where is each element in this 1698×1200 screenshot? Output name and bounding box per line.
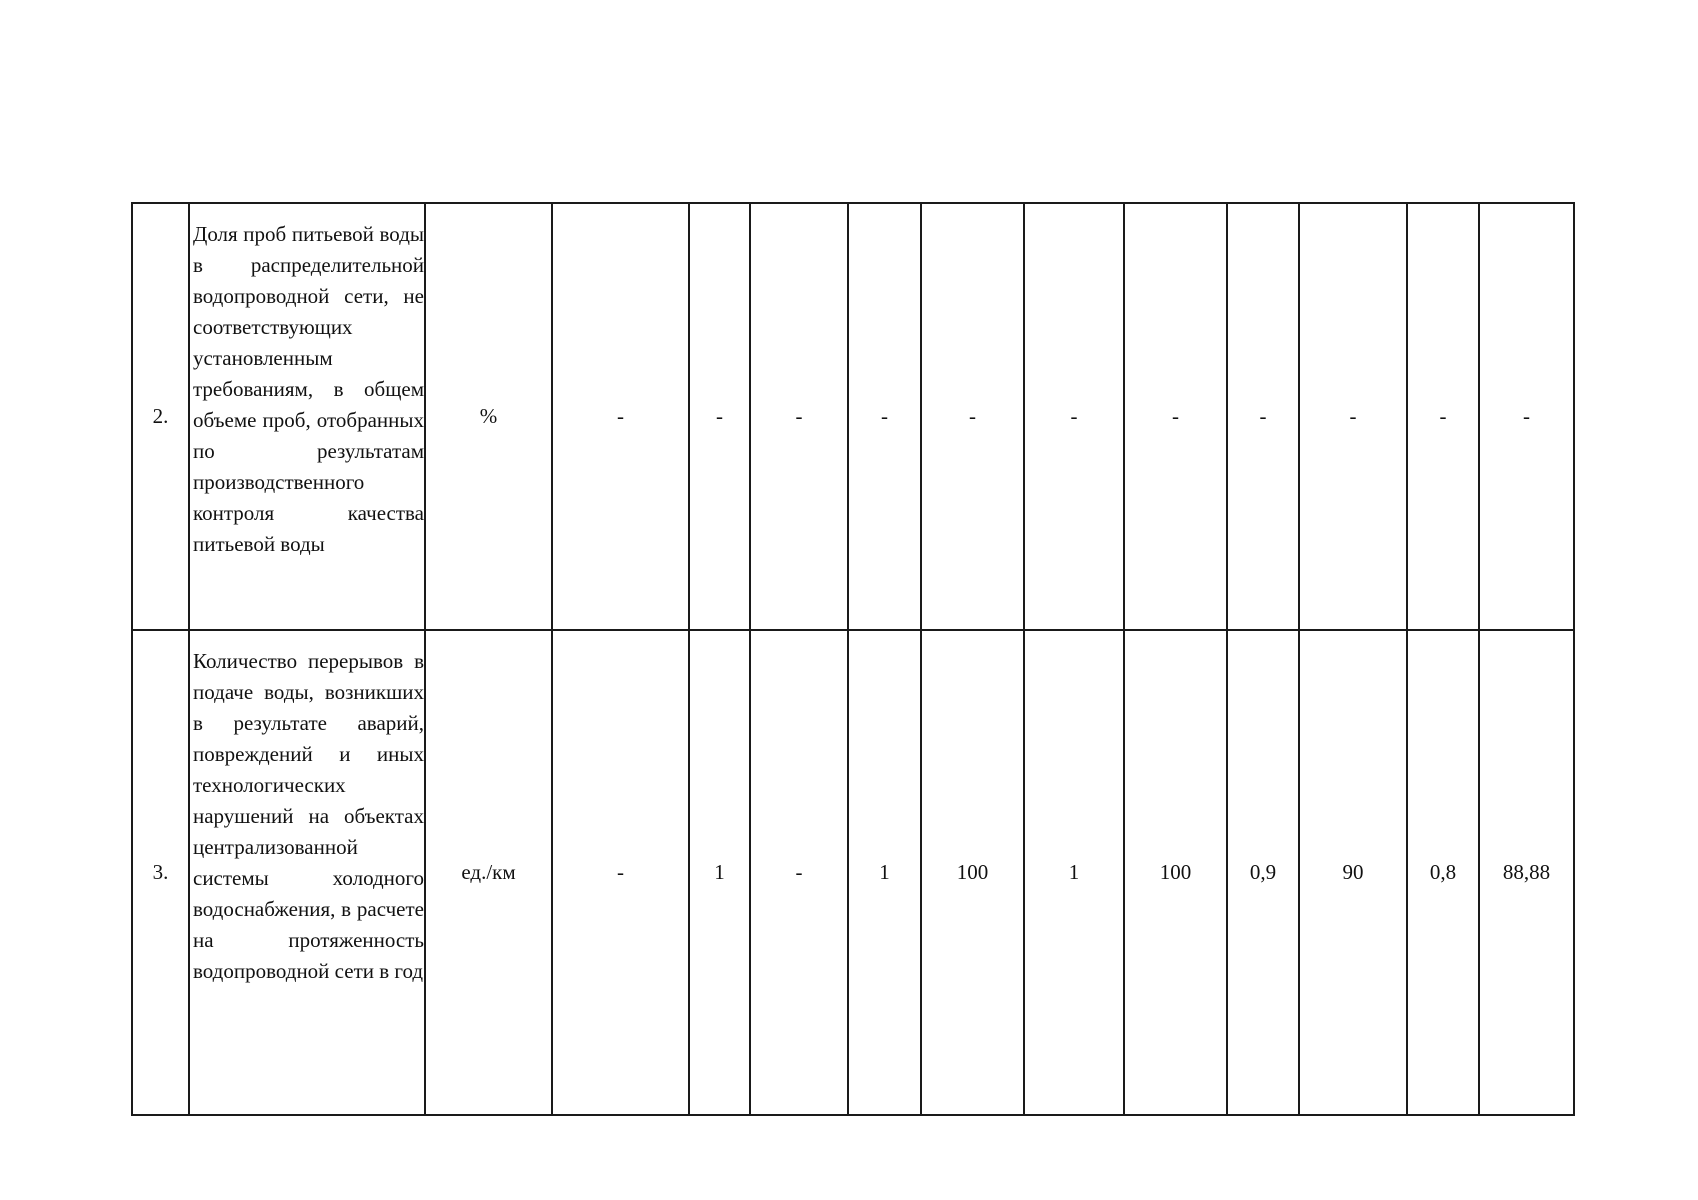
value-cell: - bbox=[1407, 203, 1479, 630]
value-cell: 100 bbox=[1124, 630, 1227, 1115]
unit-cell: ед./км bbox=[425, 630, 552, 1115]
value-cell: 0,8 bbox=[1407, 630, 1479, 1115]
unit-cell: % bbox=[425, 203, 552, 630]
value-cell: - bbox=[552, 630, 689, 1115]
table-row bbox=[132, 630, 1574, 1115]
value-cell: - bbox=[1124, 203, 1227, 630]
value-cell: - bbox=[1479, 203, 1574, 630]
value-cell: - bbox=[921, 203, 1024, 630]
value-cell: - bbox=[1299, 203, 1407, 630]
value-cell: 1 bbox=[1024, 630, 1124, 1115]
value-cell: 1 bbox=[848, 630, 921, 1115]
value-cell: 1 bbox=[689, 630, 750, 1115]
value-cell: - bbox=[750, 203, 848, 630]
indicator-description: Доля проб питьевой воды в распределительной водопроводной сети, не соответствующих установленным требованиям, в общем объеме проб, отобранных по результатам производственного контроля качества питьевой воды bbox=[189, 203, 425, 630]
indicators-table bbox=[131, 202, 1575, 1116]
value-cell: - bbox=[552, 203, 689, 630]
table-row bbox=[132, 203, 1574, 630]
value-cell: - bbox=[1227, 203, 1299, 630]
value-cell: 100 bbox=[921, 630, 1024, 1115]
value-cell: 90 bbox=[1299, 630, 1407, 1115]
value-cell: 88,88 bbox=[1479, 630, 1574, 1115]
indicator-description: Количество перерывов в подаче воды, возникших в результате аварий, повреждений и иных технологических нарушений на объектах централизованной системы холодного водоснабжения, в расчете на протяженность водопроводной сети в год bbox=[189, 630, 425, 1115]
value-cell: - bbox=[1024, 203, 1124, 630]
value-cell: - bbox=[689, 203, 750, 630]
value-cell: - bbox=[848, 203, 921, 630]
row-number: 3. bbox=[132, 630, 189, 1115]
row-number: 2. bbox=[132, 203, 189, 630]
value-cell: 0,9 bbox=[1227, 630, 1299, 1115]
value-cell: - bbox=[750, 630, 848, 1115]
